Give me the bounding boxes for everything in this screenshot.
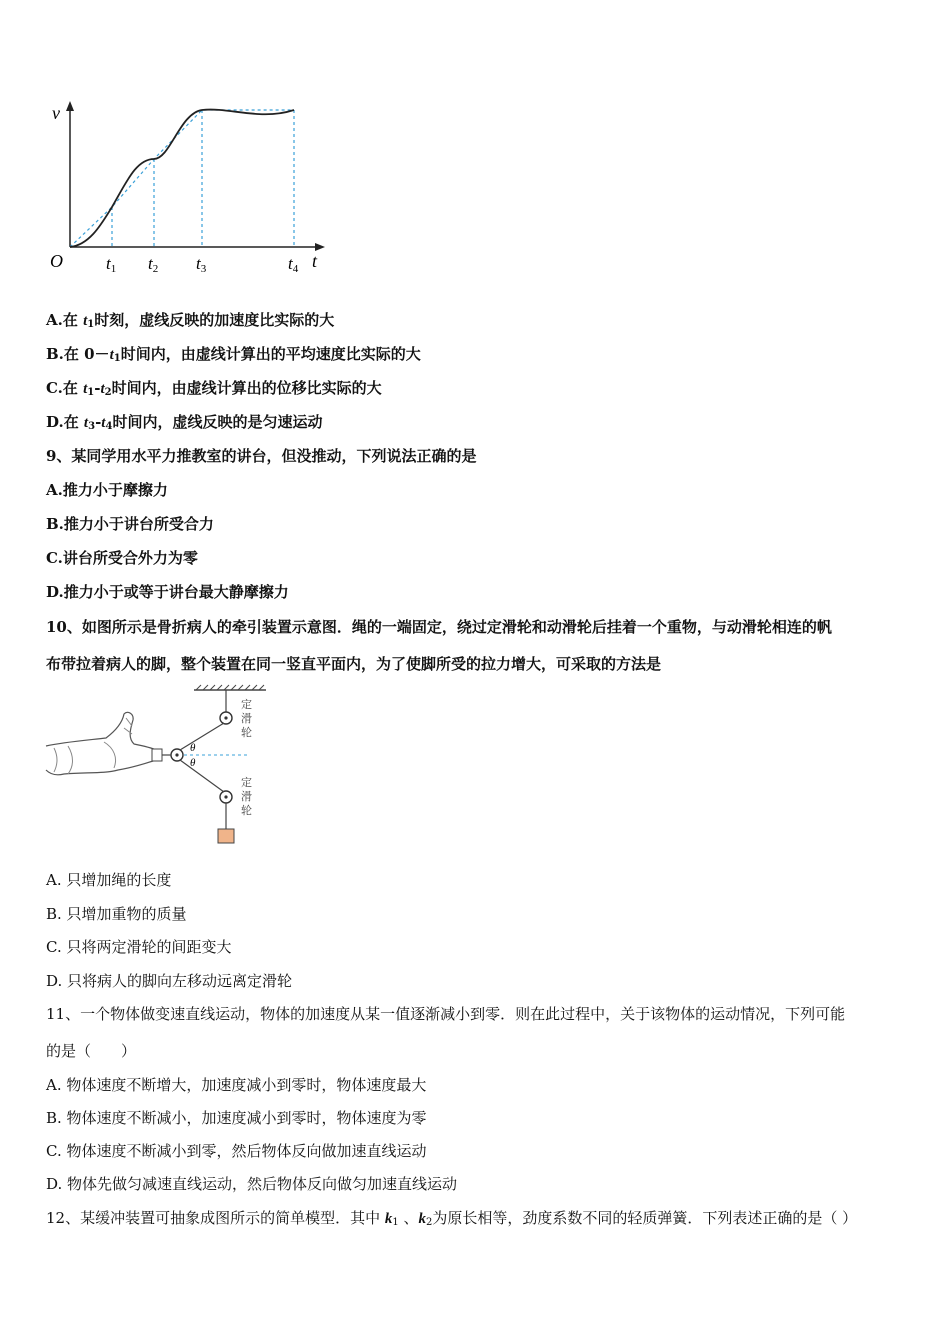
q10-option-d: D. 只将病人的脚向左移动远离定滑轮 (46, 972, 293, 990)
q11-option-d: D. 物体先做匀减速直线运动，然后物体反向做匀加速直线运动 (46, 1175, 458, 1193)
tick-t2: t2 (148, 254, 159, 275)
q9-option-b: B.推力小于讲台所受合力 (46, 515, 214, 533)
q9-stem: 9、某同学用水平力推教室的讲台，但没推动，下列说法正确的是 (46, 447, 477, 465)
q11-option-c: C. 物体速度不断减小到零，然后物体反向做加速直线运动 (46, 1142, 427, 1160)
dashed-approx-line (70, 110, 294, 247)
actual-velocity-curve (70, 110, 294, 247)
q9-option-a: A.推力小于摩擦力 (46, 481, 168, 499)
traction-device-figure (44, 684, 274, 849)
svg-text:轮: 轮 (241, 727, 252, 739)
svg-text:定: 定 (241, 699, 252, 711)
q10-option-a: A. 只增加绳的长度 (46, 871, 172, 889)
q8-option-a: A.在 $t_1$时刻，虚线反映的加速度比实际的大 (46, 311, 335, 330)
origin-label: O (50, 251, 63, 271)
angle-label-top: θ (190, 742, 196, 754)
q10-stem-line2: 布带拉着病人的脚，整个装置在同一竖直平面内，为了使脚所受的拉力增大，可采取的方法是 (46, 655, 662, 673)
q11-option-a: A. 物体速度不断增大，加速度减小到零时，物体速度最大 (46, 1076, 427, 1094)
y-axis-arrow-icon (66, 101, 74, 111)
weight-block (218, 829, 234, 843)
q11-stem-line1: 11、一个物体做变速直线运动，物体的加速度从某一值逐渐减小到零．则在此过程中，关于该物体的运动情况，下列可能 (46, 1005, 846, 1023)
bottom-pulley-label (241, 776, 252, 817)
patient-foot (46, 712, 156, 774)
svg-text:滑: 滑 (241, 791, 252, 803)
svg-text:定: 定 (241, 777, 252, 789)
x-axis-label: t (312, 251, 318, 271)
top-pulley-label (241, 698, 252, 739)
x-axis-arrow-icon (315, 243, 325, 251)
tick-t3: t3 (196, 254, 207, 275)
q10-option-c: C. 只将两定滑轮的间距变大 (46, 938, 232, 956)
svg-text:滑: 滑 (241, 713, 252, 725)
tick-t1: t1 (106, 254, 117, 275)
q10-option-b: B. 只增加重物的质量 (46, 905, 187, 923)
q8-option-b: B.在 $0-t_1$时间内，由虚线计算出的平均速度比实际的大 (46, 345, 421, 364)
q8-option-d: D.在 $t_3-t_4$时间内，虚线反映的是匀速运动 (46, 413, 323, 432)
vt-graph (40, 95, 340, 280)
q8-option-c: C.在 $t_1-t_2$时间内，由虚线计算出的位移比实际的大 (46, 379, 382, 398)
q12-stem: 12、某缓冲装置可抽象成图所示的简单模型．其中 $k_1$ 、$k_2$为原长相等，劲度系数不同的轻质弹簧．下列表述正确的是（ ） (46, 1209, 858, 1228)
angle-label-bottom: θ (190, 757, 196, 769)
q9-option-c: C.讲台所受合外力为零 (46, 549, 198, 567)
q9-option-d: D.推力小于或等于讲台最大静摩擦力 (46, 583, 289, 601)
y-axis-label: v (52, 103, 60, 123)
q10-stem-line1: 10、如图所示是骨折病人的牵引装置示意图．绳的一端固定，绕过定滑轮和动滑轮后挂着一个重物，与动滑轮相连的帆 (46, 618, 832, 636)
svg-text:轮: 轮 (241, 805, 252, 817)
q11-option-b: B. 物体速度不断减小，加速度减小到零时，物体速度为零 (46, 1109, 427, 1127)
tick-t4: t4 (288, 254, 299, 275)
q11-stem-line2: 的是（ ） (46, 1042, 137, 1060)
